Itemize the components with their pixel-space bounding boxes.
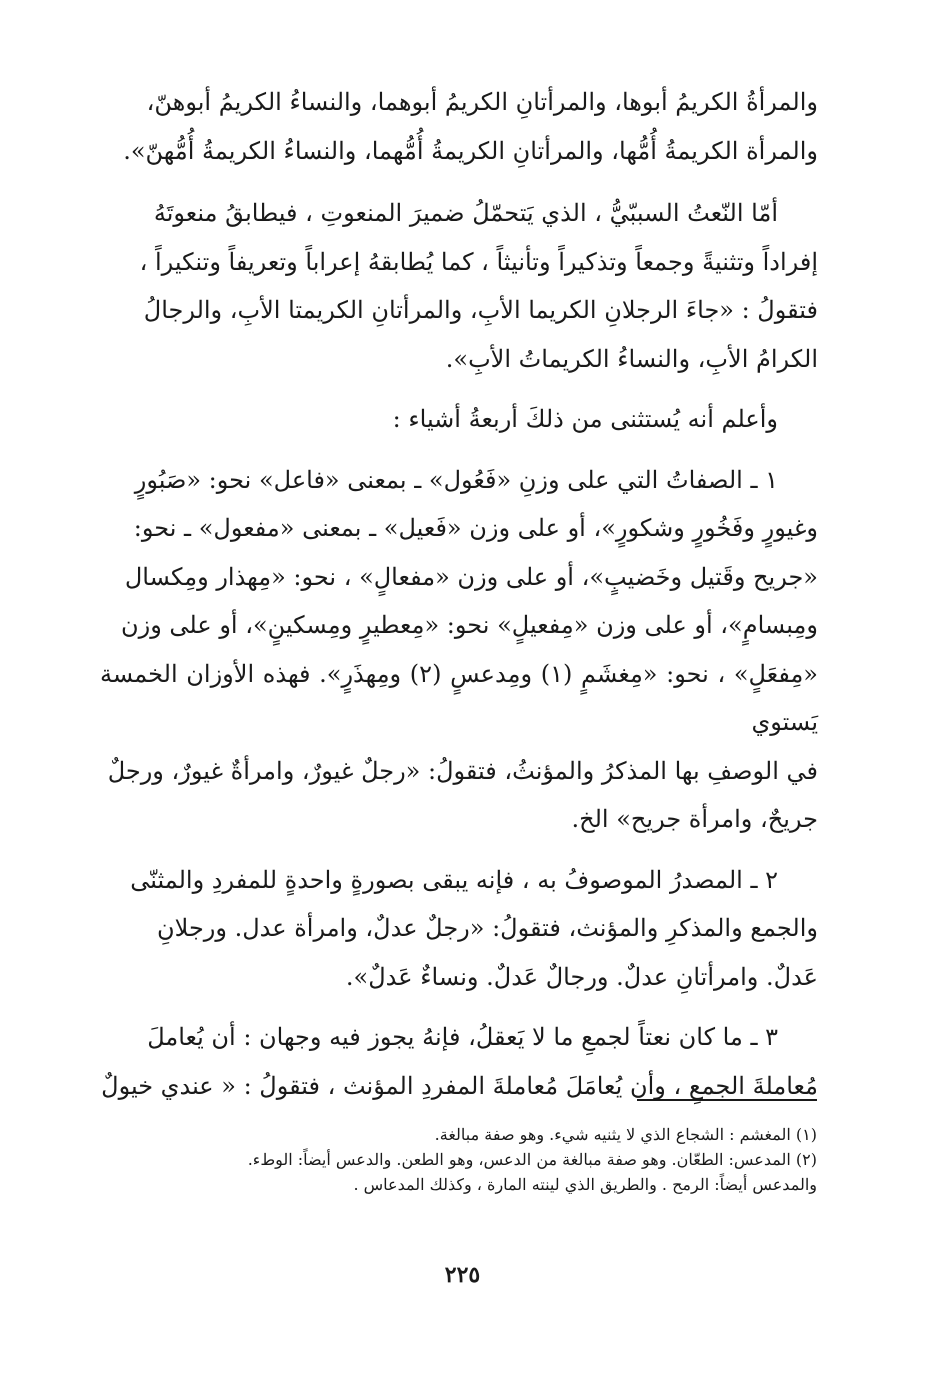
text-line: ٣ ـ ما كان نعتاً لجمعِ ما لا يَعقلُ، فإنهُ يجوز فيه وجهان : أن يُعاملَ [147, 1023, 778, 1051]
text-line: ١ ـ الصفاتُ التي على وزنِ «فَعُول» ـ بمعنى «فاعل» نحو: «صَبُورٍ [134, 465, 778, 494]
text-line: ومِبسامٍ»، أو على وزن «مِفعيلٍ» نحو: «مِعطيرٍ ومِسكينٍ»، أو على وزن [120, 611, 818, 639]
text-line: والمرأة الكريمةُ أُمُّها، والمرأتانِ الكريمةُ أُمُّهما، والنساءُ الكريمةُ أُمُّهنّ». [123, 136, 818, 165]
text-line: والمرأةُ الكريمُ أبوها، والمرأتانِ الكريمُ أبوهما، والنساءُ الكريمُ أبوهنّ، [146, 88, 818, 116]
paragraph-2 [100, 189, 818, 383]
text-line: وغيورٍ وفَخُورٍ وشكورٍ»، أو على وزن «فَعيل» ـ بمعنى «مفعول» ـ نحو: [133, 514, 818, 542]
text-line: فتقولُ : «جاءَ الرجلانِ الكريما الأبِ، والمرأتانِ الكريمتا الأبِ، والرجالُ [143, 296, 818, 324]
paragraph-5 [100, 856, 818, 1002]
footnote-divider [637, 1099, 817, 1101]
text-line: «جريح وقَتيل وخَضيبٍ»، أو على وزن «مفعالٍ» ، نحو: «مِهذار ومِكسال [124, 562, 818, 591]
page-body [100, 78, 818, 1122]
paragraph-4 [100, 456, 818, 844]
footnote-1: (١) المغشم : الشجاع الذي لا يثنيه شيء. وهو صفة مبالغة. [434, 1125, 817, 1144]
text-line: والجمع والمذكرِ والمؤنث، فتقولُ: «رجلٌ عدلٌ، وامرأة عدل. ورجلانِ [157, 914, 818, 942]
paragraph-6 [100, 1013, 818, 1110]
text-line: في الوصفِ بها المذكرُ والمؤنثُ، فتقولُ: «رجلٌ غيورٌ، وامرأةٌ غيورٌ، ورجلٌ [107, 756, 818, 785]
footnote-2: (٢) المدعس: الطعّان. وهو صفة مبالغة من الدعس، وهو الطعن. والدعس أيضاً: الوطء. [247, 1150, 817, 1169]
text-line: جريحٌ، وامرأة جريح» الخ. [571, 805, 818, 833]
text-line: مُعاملةَ الجمعِ ، وأن يُعامَلَ مُعاملةَ المفردِ المؤنث ، فتقولُ : « عندي خيولٌ [101, 1071, 818, 1100]
footnotes [107, 1122, 817, 1197]
footnote-2-continued: والمدعس أيضاً: الرمح . والطريق الذي لينته المارة ، وكذلك المدعاس . [353, 1175, 817, 1194]
text-line: وأعلم أنه يُستثنى من ذلكَ أربعةُ أشياء : [392, 405, 778, 433]
text-line: الكرامُ الأبِ، والنساءُ الكريماتُ الأبِ». [445, 344, 818, 373]
text-line: إفراداً وتثنيةً وجمعاً وتذكيراً وتأنيثاً ، كما يُطابقهُ إعراباً وتعريفاً وتنكيراً ، [139, 247, 818, 276]
paragraph-3 [100, 395, 818, 444]
paragraph-1 [100, 78, 818, 175]
page-number: ٢٢٥ [444, 1262, 481, 1288]
text-line: «مِفعَلٍ» ، نحو: «مِغشَمٍ (١) ومِدعسٍ (٢) ومِهذَرٍ». فهذه الأوزان الخمسة يَستوي [100, 659, 818, 736]
text-line: أمّا النّعتُ السببّيُّ ، الذي يَتحمّلُ ضميرَ المنعوتِ ، فيطابقُ منعوتَهُ [153, 199, 778, 227]
text-line: ٢ ـ المصدرُ الموصوفُ به ، فإنه يبقى بصورةٍ واحدةٍ للمفردِ والمثنّى [130, 865, 778, 894]
text-line: عَدلٌ. وامرأتانِ عدلٌ. ورجالٌ عَدلٌ. ونساءٌ عَدلٌ». [345, 962, 818, 991]
